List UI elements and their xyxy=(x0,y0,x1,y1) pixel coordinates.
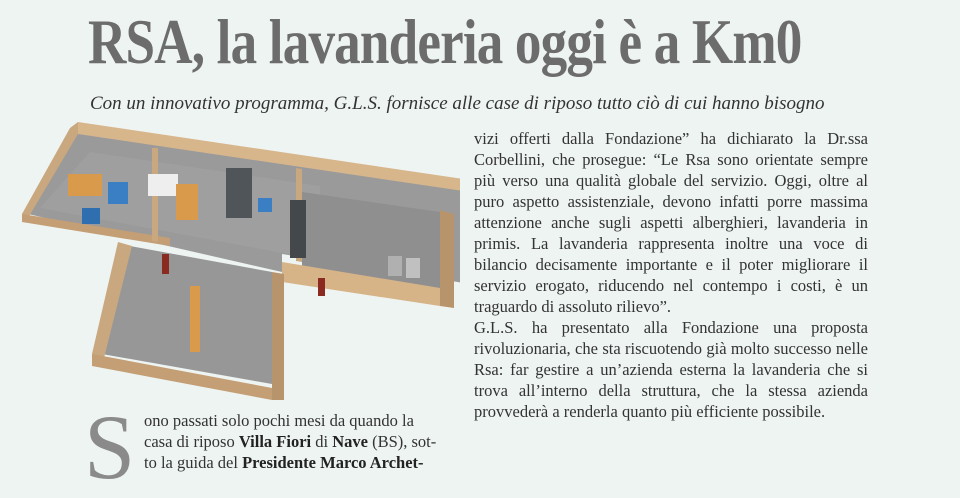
left-column xyxy=(84,396,470,498)
article-subtitle: Con un innovativo programma, G.L.S. fornisce alle case di riposo tutto ciò di cui hanno bisogno xyxy=(90,93,825,114)
right-paragraph-1: vizi offerti dalla Fondazione” ha dichiarato la Dr.ssa Corbellini, che prosegue: “Le Rsa sono orientate sempre più verso una qualità globale del servizio. Oggi, oltre al puro aspetto assistenziale, devono infatti porre massima attenzione anche sugli aspetti alberghieri, lavanderia in primis. La lavanderia rappresenta inoltre una voce di bilancio decisamente importante e il poter migliorare il servizio erogato, riducendo nel contempo i costi, è un traguardo di assoluto rilievo”. xyxy=(474,129,868,316)
tank-1 xyxy=(388,256,402,276)
shelf-orange xyxy=(176,184,198,220)
left-line-3: to la guida del Presidente Marco Archet- xyxy=(144,453,424,472)
machine-white xyxy=(148,174,178,196)
shelf-lower xyxy=(190,286,200,352)
right-column xyxy=(474,128,868,422)
door-red-2 xyxy=(318,278,325,296)
left-line-2: casa di riposo Villa Fiori di Nave (BS), sot- xyxy=(144,432,437,451)
wall-right-end xyxy=(440,210,454,308)
name-villa-fiori: Villa Fiori xyxy=(238,432,312,451)
laundry-floorplan-illustration xyxy=(20,122,460,422)
washer-dark xyxy=(290,200,306,258)
wall-lower-right xyxy=(272,272,284,400)
table-orange xyxy=(68,174,102,196)
door-red xyxy=(162,254,169,274)
dropcap: S xyxy=(84,396,136,498)
article-title: RSA, la lavanderia oggi è a Km0 xyxy=(88,6,802,77)
cabinet-blue xyxy=(108,182,128,204)
tank-2 xyxy=(406,258,420,278)
bin-blue xyxy=(258,198,272,212)
name-nave: Nave xyxy=(332,432,368,451)
dryer-dark xyxy=(226,168,252,218)
right-paragraph-2: G.L.S. ha presentato alla Fondazione una proposta rivoluzionaria, che sta riscuotendo già molto successo nelle Rsa: far gestire a un’azienda esterna la lavanderia che si trova all’interno della struttura, che la stessa azienda provvederà a renderla quanto più efficiente possibile. xyxy=(474,318,868,421)
basket-blue xyxy=(82,208,100,224)
name-presidente: Presidente Marco Archet- xyxy=(242,453,424,472)
left-line-1: ono passati solo pochi mesi da quando la xyxy=(144,411,414,430)
